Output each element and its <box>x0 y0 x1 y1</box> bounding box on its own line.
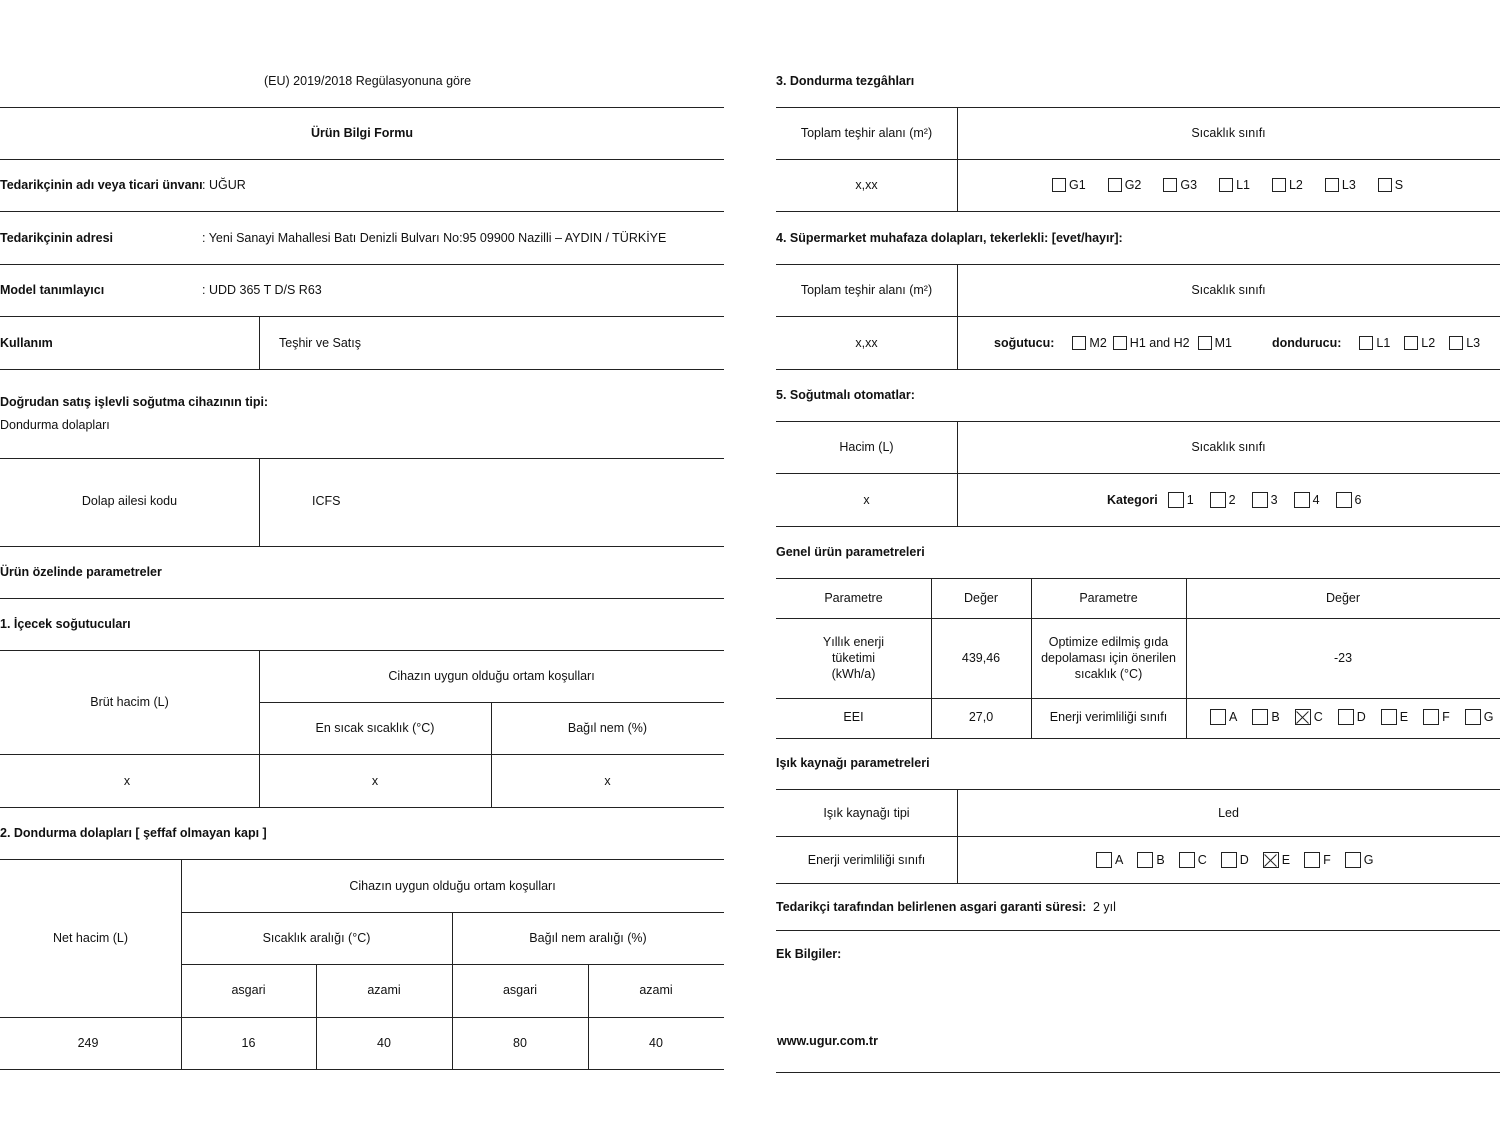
divider <box>776 369 1500 370</box>
checkbox[interactable] <box>1221 852 1237 868</box>
s3-class-option <box>1272 177 1303 193</box>
gen-param-header-2: Parametre <box>1079 591 1138 605</box>
s4-area-header: Toplam teşhir alanı (m²) <box>800 283 933 297</box>
optimal-temp-label <box>1031 634 1186 682</box>
checkbox[interactable] <box>1336 492 1352 508</box>
s4-cooler-option <box>1113 335 1190 351</box>
divider <box>0 159 724 160</box>
s2-humidity-min-value: 80 <box>513 1036 527 1050</box>
s2-temp-min-value: 16 <box>241 1036 256 1050</box>
divider <box>776 473 1500 474</box>
s4-temp-class-header: Sıcaklık sınıfı <box>1191 283 1266 297</box>
checkbox[interactable] <box>1423 709 1439 725</box>
supplier-address-label: Tedarikçinin adresi <box>0 231 114 245</box>
light-type-label: Işık kaynağı tipi <box>823 806 910 820</box>
s1-hottest-value: x <box>371 774 379 788</box>
option-label: M1 <box>1214 336 1232 350</box>
checkbox[interactable] <box>1210 492 1226 508</box>
class-option <box>1096 852 1123 868</box>
optimal-temp-label-line: Optimize edilmiş gıda <box>1048 635 1169 649</box>
checkbox[interactable] <box>1137 852 1153 868</box>
option-label: G <box>1483 710 1494 724</box>
s1-hottest-header: En sıcak sıcaklık (°C) <box>315 721 435 735</box>
checkbox[interactable] <box>1096 852 1112 868</box>
optimal-temp-label-line: sıcaklık (°C) <box>1074 667 1143 681</box>
light-params-title: Işık kaynağı parametreleri <box>776 756 930 770</box>
light-type-value: Led <box>1218 806 1239 820</box>
s4-freezer-option <box>1404 335 1435 351</box>
specific-params-heading: Ürün özelinde parametreler <box>0 565 162 579</box>
option-label: H1 and H2 <box>1129 336 1190 350</box>
divider <box>776 930 1500 931</box>
annual-energy-label-line: tüketimi <box>831 651 876 665</box>
divider <box>0 264 724 265</box>
checkbox[interactable] <box>1252 709 1268 725</box>
family-code-value: ICFS <box>312 494 341 508</box>
eei-value: 27,0 <box>968 710 994 724</box>
checkbox[interactable] <box>1252 492 1268 508</box>
class-option <box>1338 709 1366 725</box>
checkbox[interactable] <box>1210 709 1226 725</box>
checkbox[interactable] <box>1465 709 1481 725</box>
s4-area-value: x,xx <box>855 336 878 350</box>
option-label: L2 <box>1421 336 1436 350</box>
checkbox[interactable] <box>1294 492 1310 508</box>
option-label: A <box>1229 710 1238 724</box>
s3-class-option <box>1219 177 1250 193</box>
divider <box>0 316 724 317</box>
usage-label: Kullanım <box>0 336 53 350</box>
model-value: : UDD 365 T D/S R63 <box>202 283 322 297</box>
s5-category-option <box>1168 492 1194 508</box>
divider <box>776 836 1500 837</box>
additional-info-label: Ek Bilgiler: <box>776 947 842 961</box>
option-label: L1 <box>1376 336 1391 350</box>
class-option <box>1179 852 1207 868</box>
s2-humidity-range-header: Bağıl nem aralığı (%) <box>529 931 647 945</box>
s2-temp-max-header: azami <box>367 983 401 997</box>
s3-class-option <box>1325 177 1356 193</box>
divider <box>0 458 724 459</box>
divider <box>0 650 724 651</box>
s4-freezer-label: dondurucu: <box>1271 336 1342 350</box>
divider <box>0 546 724 547</box>
gen-value-header-2: Değer <box>1325 591 1361 605</box>
checkbox[interactable] <box>1163 178 1177 192</box>
section-5-title: 5. Soğutmalı otomatlar: <box>776 388 915 402</box>
model-label: Model tanımlayıcı <box>0 283 105 297</box>
class-option <box>1221 852 1249 868</box>
usage-value: Teşhir ve Satış <box>279 336 361 350</box>
optimal-temp-label-line: depolaması için önerilen <box>1041 651 1176 665</box>
section-2-title: 2. Dondurma dolapları [ şeffaf olmayan kapı ] <box>0 826 267 840</box>
s1-ambient-header: Cihazın uygun olduğu ortam koşulları <box>388 669 595 683</box>
checked-checkbox[interactable] <box>1295 709 1311 725</box>
class-option <box>1295 709 1323 725</box>
option-label: D <box>1356 710 1366 724</box>
website-link[interactable]: www.ugur.com.tr <box>777 1034 878 1048</box>
checkbox[interactable] <box>1168 492 1184 508</box>
s4-freezer-option <box>1449 335 1480 351</box>
option-label: F <box>1323 853 1331 867</box>
class-option <box>1304 852 1331 868</box>
warranty-label: Tedarikçi tarafından belirlenen asgari garanti süresi: <box>776 900 1087 914</box>
class-option <box>1210 709 1237 725</box>
s2-temp-range-header: Sıcaklık aralığı (°C) <box>262 931 371 945</box>
gen-value-header-1: Değer <box>963 591 999 605</box>
gen-param-header-1: Parametre <box>824 591 883 605</box>
option-label: L3 <box>1341 178 1356 192</box>
option-label: F <box>1442 710 1450 724</box>
divider <box>776 698 1500 699</box>
supplier-address-value: : Yeni Sanayi Mahallesi Batı Denizli Bulvarı No:95 09900 Nazilli – AYDIN / TÜRKİYE <box>202 231 667 245</box>
divider <box>776 578 1500 579</box>
class-option <box>1381 709 1408 725</box>
checkbox[interactable] <box>1108 178 1122 192</box>
family-code-label: Dolap ailesi kodu <box>81 494 178 508</box>
checkbox[interactable] <box>1113 336 1127 350</box>
s4-cooler-option <box>1072 335 1106 351</box>
s2-humidity-min-header: asgari <box>502 983 538 997</box>
device-type-label: Doğrudan satış işlevli soğutma cihazının tipi: <box>0 395 269 409</box>
checkbox[interactable] <box>1345 852 1361 868</box>
checkbox[interactable] <box>1052 178 1066 192</box>
checkbox[interactable] <box>1179 852 1195 868</box>
option-label: L2 <box>1288 178 1303 192</box>
option-label: 4 <box>1312 493 1320 507</box>
class-option <box>1345 852 1374 868</box>
section-1-title: 1. İçecek soğutucuları <box>0 617 131 631</box>
light-class-options <box>1096 852 1373 868</box>
s5-category-option <box>1336 492 1362 508</box>
class-option <box>1252 709 1279 725</box>
option-label: G1 <box>1069 178 1086 192</box>
option-label: B <box>1156 853 1165 867</box>
annual-energy-label <box>776 634 931 682</box>
s2-temp-max-value: 40 <box>377 1036 391 1050</box>
option-label: E <box>1399 710 1409 724</box>
regulation-note: (EU) 2019/2018 Regülasyonuna göre <box>264 74 472 88</box>
checkbox[interactable] <box>1272 178 1286 192</box>
s5-volume-header: Hacim (L) <box>839 440 894 454</box>
s3-class-option <box>1163 177 1197 193</box>
energy-class-label: Enerji verimliliği sınıfı <box>1049 710 1168 724</box>
divider <box>0 1069 724 1070</box>
checkbox[interactable] <box>1325 178 1339 192</box>
option-label: D <box>1239 853 1249 867</box>
divider <box>776 789 1500 790</box>
checkbox[interactable] <box>1072 336 1086 350</box>
supplier-name-label: Tedarikçinin adı veya ticari ünvanı <box>0 178 203 192</box>
class-option <box>1263 852 1290 868</box>
form-title: Ürün Bilgi Formu <box>310 126 414 140</box>
option-label: A <box>1115 853 1124 867</box>
checkbox[interactable] <box>1359 336 1373 350</box>
option-label: M2 <box>1089 336 1107 350</box>
option-label: G <box>1363 853 1374 867</box>
option-label: 1 <box>1186 493 1194 507</box>
s1-humidity-value: x <box>604 774 611 788</box>
option-label: G2 <box>1124 178 1142 192</box>
checkbox[interactable] <box>1338 709 1354 725</box>
divider <box>0 598 724 599</box>
s4-freezer-option <box>1359 335 1390 351</box>
option-label: G3 <box>1180 178 1198 192</box>
s2-net-volume-header: Net hacim (L) <box>52 931 129 945</box>
warranty-value: 2 yıl <box>1093 900 1116 914</box>
s5-temp-class-header: Sıcaklık sınıfı <box>1191 440 1266 454</box>
s4-cooler-option <box>1198 335 1232 351</box>
divider <box>776 526 1500 527</box>
checkbox[interactable] <box>1449 336 1463 350</box>
s3-class-option <box>1052 177 1086 193</box>
section-4-title: 4. Süpermarket muhafaza dolapları, tekerlekli: [evet/hayır]: <box>776 231 1123 245</box>
checkbox[interactable] <box>1381 709 1397 725</box>
annual-energy-label-line: (kWh/a) <box>831 667 876 681</box>
divider <box>0 211 724 212</box>
divider <box>776 738 1500 739</box>
s3-class-option <box>1378 177 1403 193</box>
s2-ambient-header: Cihazın uygun olduğu ortam koşulları <box>349 879 556 893</box>
divider <box>776 316 1500 317</box>
divider <box>0 807 724 808</box>
s2-humidity-max-value: 40 <box>649 1036 663 1050</box>
eei-label: EEI <box>843 710 864 724</box>
s5-category-option <box>1294 492 1320 508</box>
optimal-temp-value: -23 <box>1333 651 1353 665</box>
s3-temp-class-options <box>1052 177 1403 193</box>
checkbox[interactable] <box>1198 336 1212 350</box>
divider <box>0 754 724 755</box>
option-label: S <box>1394 178 1404 192</box>
checkbox[interactable] <box>1304 852 1320 868</box>
s3-area-value: x,xx <box>855 178 878 192</box>
s2-humidity-max-header: azami <box>639 983 673 997</box>
divider <box>776 264 1500 265</box>
divider <box>0 859 724 860</box>
checkbox[interactable] <box>1219 178 1233 192</box>
s5-volume-value: x <box>863 493 870 507</box>
divider <box>776 618 1500 619</box>
annual-energy-value: 439,46 <box>961 651 1001 665</box>
divider <box>0 107 724 108</box>
divider <box>776 159 1500 160</box>
divider <box>181 964 724 965</box>
divider <box>776 883 1500 884</box>
general-params-title: Genel ürün parametreleri <box>776 545 925 559</box>
s4-cooler-label: soğutucu: <box>994 336 1055 350</box>
divider <box>259 458 260 546</box>
option-label: 3 <box>1270 493 1278 507</box>
s3-area-header: Toplam teşhir alanı (m²) <box>800 126 933 140</box>
class-option <box>1465 709 1494 725</box>
supplier-name-value: : UĞUR <box>202 178 246 192</box>
checkbox[interactable] <box>1404 336 1418 350</box>
divider <box>776 421 1500 422</box>
device-type-value: Dondurma dolapları <box>0 418 110 432</box>
s5-category-label: Kategori <box>1107 493 1158 507</box>
s5-category-option <box>1252 492 1278 508</box>
divider <box>0 369 724 370</box>
option-label: C <box>1313 710 1323 724</box>
s1-humidity-header: Bağıl nem (%) <box>567 721 648 735</box>
divider <box>776 107 1500 108</box>
divider <box>776 1072 1500 1073</box>
s5-category-option <box>1210 492 1236 508</box>
s3-class-option <box>1108 177 1142 193</box>
option-label: L3 <box>1466 336 1481 350</box>
s1-gross-volume-header: Brüt hacim (L) <box>90 695 169 709</box>
option-label: C <box>1197 853 1207 867</box>
divider <box>259 316 260 369</box>
checked-checkbox[interactable] <box>1263 852 1279 868</box>
option-label: 6 <box>1354 493 1362 507</box>
option-label: E <box>1281 853 1291 867</box>
class-option <box>1423 709 1450 725</box>
divider <box>776 211 1500 212</box>
energy-class-options <box>1210 709 1493 725</box>
s3-temp-class-header: Sıcaklık sınıfı <box>1191 126 1266 140</box>
class-option <box>1137 852 1164 868</box>
annual-energy-label-line: Yıllık enerji <box>822 635 885 649</box>
s1-gross-volume-value: x <box>123 774 131 788</box>
s4-class-options <box>994 335 1480 351</box>
section-3-title: 3. Dondurma tezgâhları <box>776 74 915 88</box>
divider <box>0 1017 724 1018</box>
light-class-label: Enerji verimliliği sınıfı <box>807 853 926 867</box>
s2-net-volume-value: 249 <box>77 1036 99 1050</box>
s2-temp-min-header: asgari <box>231 983 266 997</box>
option-label: 2 <box>1228 493 1236 507</box>
option-label: L1 <box>1236 178 1250 192</box>
checkbox[interactable] <box>1378 178 1392 192</box>
s5-category-options <box>1107 492 1361 508</box>
option-label: B <box>1271 710 1280 724</box>
